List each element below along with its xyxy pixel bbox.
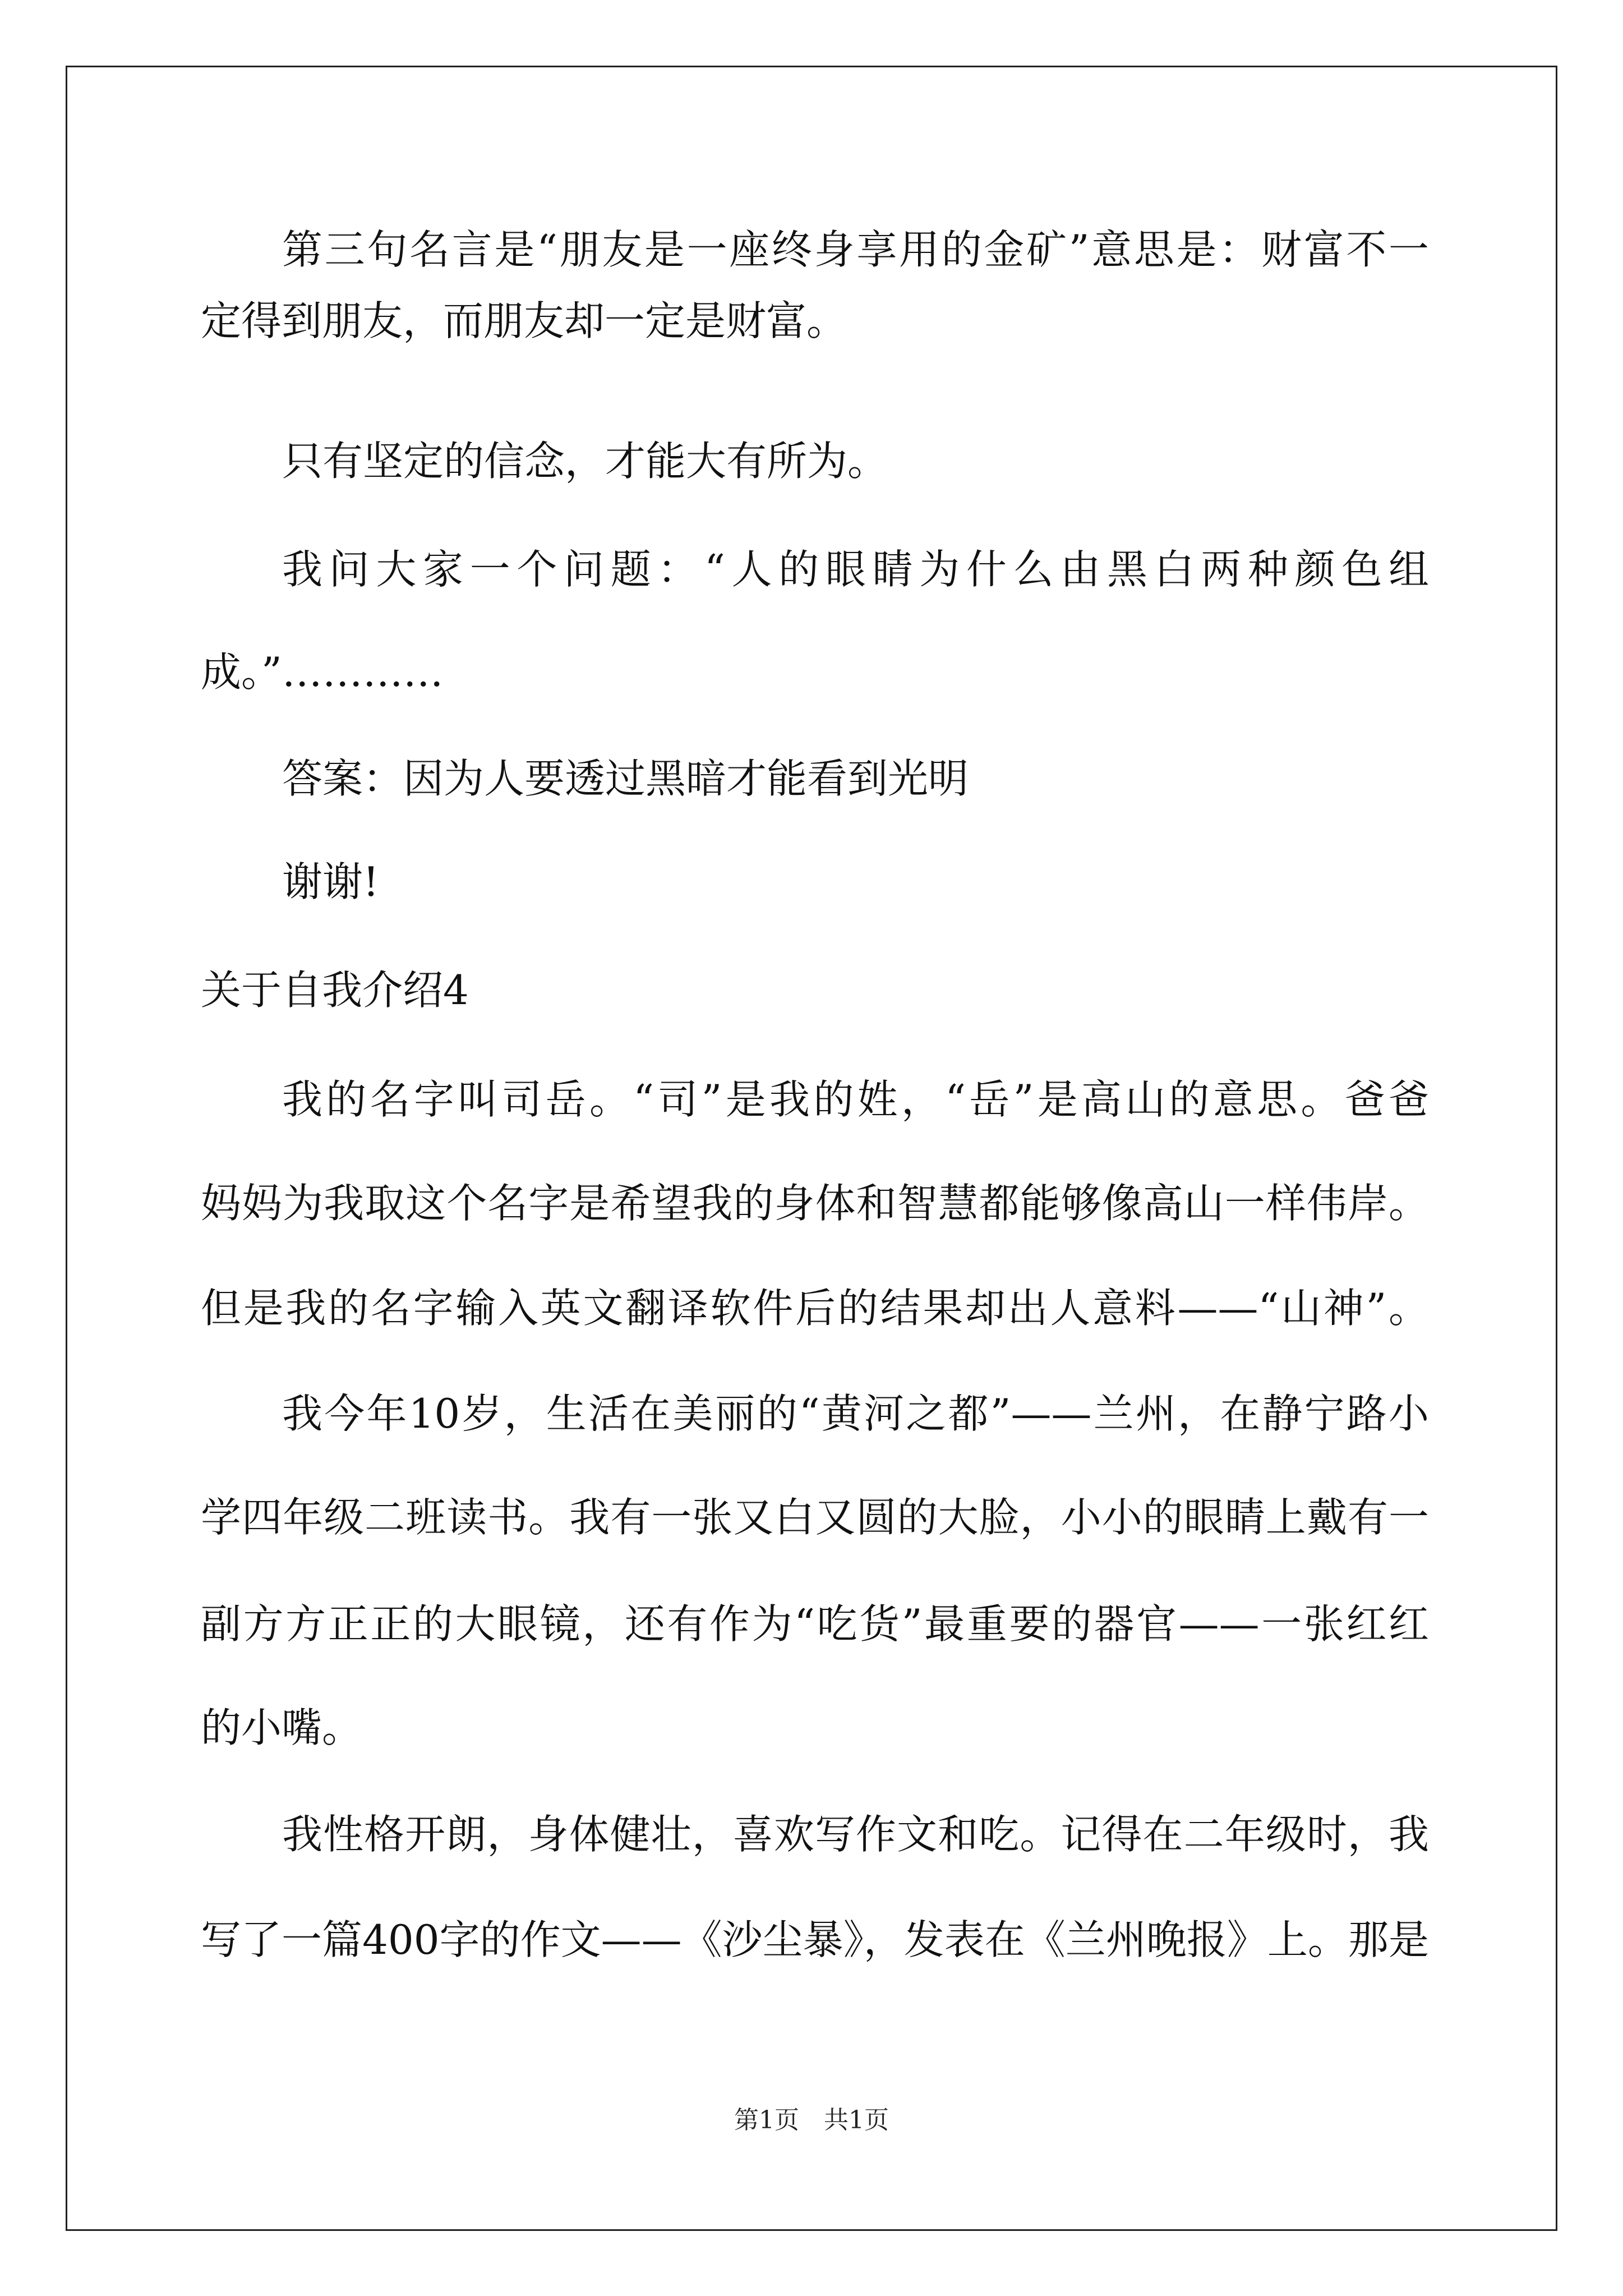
paragraph-line: 成。”………… xyxy=(201,648,444,696)
paragraph-line: 副方方正正的大眼镜，还有作为“吃货”最重要的器官——一张红红 xyxy=(201,1600,1429,1648)
paragraph-line: 我今年10岁，生活在美丽的“黄河之都”——兰州，在静宁路小 xyxy=(282,1390,1429,1437)
paragraph-line: 只有坚定的信念，才能大有所为。 xyxy=(282,438,888,485)
paragraph-line: 写了一篇400字的作文——《沙尘暴》，发表在《兰州晚报》上。那是 xyxy=(201,1916,1429,1963)
paragraph-line: 我的名字叫司岳。“司”是我的姓，“岳”是高山的意思。爸爸 xyxy=(282,1076,1429,1123)
page-border xyxy=(66,66,1557,2231)
paragraph-line: 定得到朋友，而朋友却一定是财富。 xyxy=(201,297,847,344)
paragraph-line: 我问大家一个问题：“人的眼睛为什么由黑白两种颜色组 xyxy=(282,546,1429,593)
page-number: 第1页 共1页 xyxy=(734,2106,889,2134)
paragraph-line: 但是我的名字输入英文翻译软件后的结果却出人意料——“山神”。 xyxy=(201,1285,1429,1332)
paragraph-line: 妈妈为我取这个名字是希望我的身体和智慧都能够像高山一样伟岸。 xyxy=(201,1180,1429,1227)
paragraph-line: 答案：因为人要透过黑暗才能看到光明 xyxy=(282,755,969,802)
paragraph-line: 谢谢! xyxy=(282,858,379,905)
paragraph-line: 的小嘴。 xyxy=(201,1704,363,1751)
section-heading: 关于自我介绍4 xyxy=(201,967,469,1014)
paragraph-line: 第三句名言是“朋友是一座终身享用的金矿”意思是：财富不一 xyxy=(282,226,1429,273)
paragraph-line: 学四年级二班读书。我有一张又白又圆的大脸，小小的眼睛上戴有一 xyxy=(201,1494,1429,1541)
paragraph-line: 我性格开朗，身体健壮，喜欢写作文和吃。记得在二年级时，我 xyxy=(282,1811,1429,1858)
